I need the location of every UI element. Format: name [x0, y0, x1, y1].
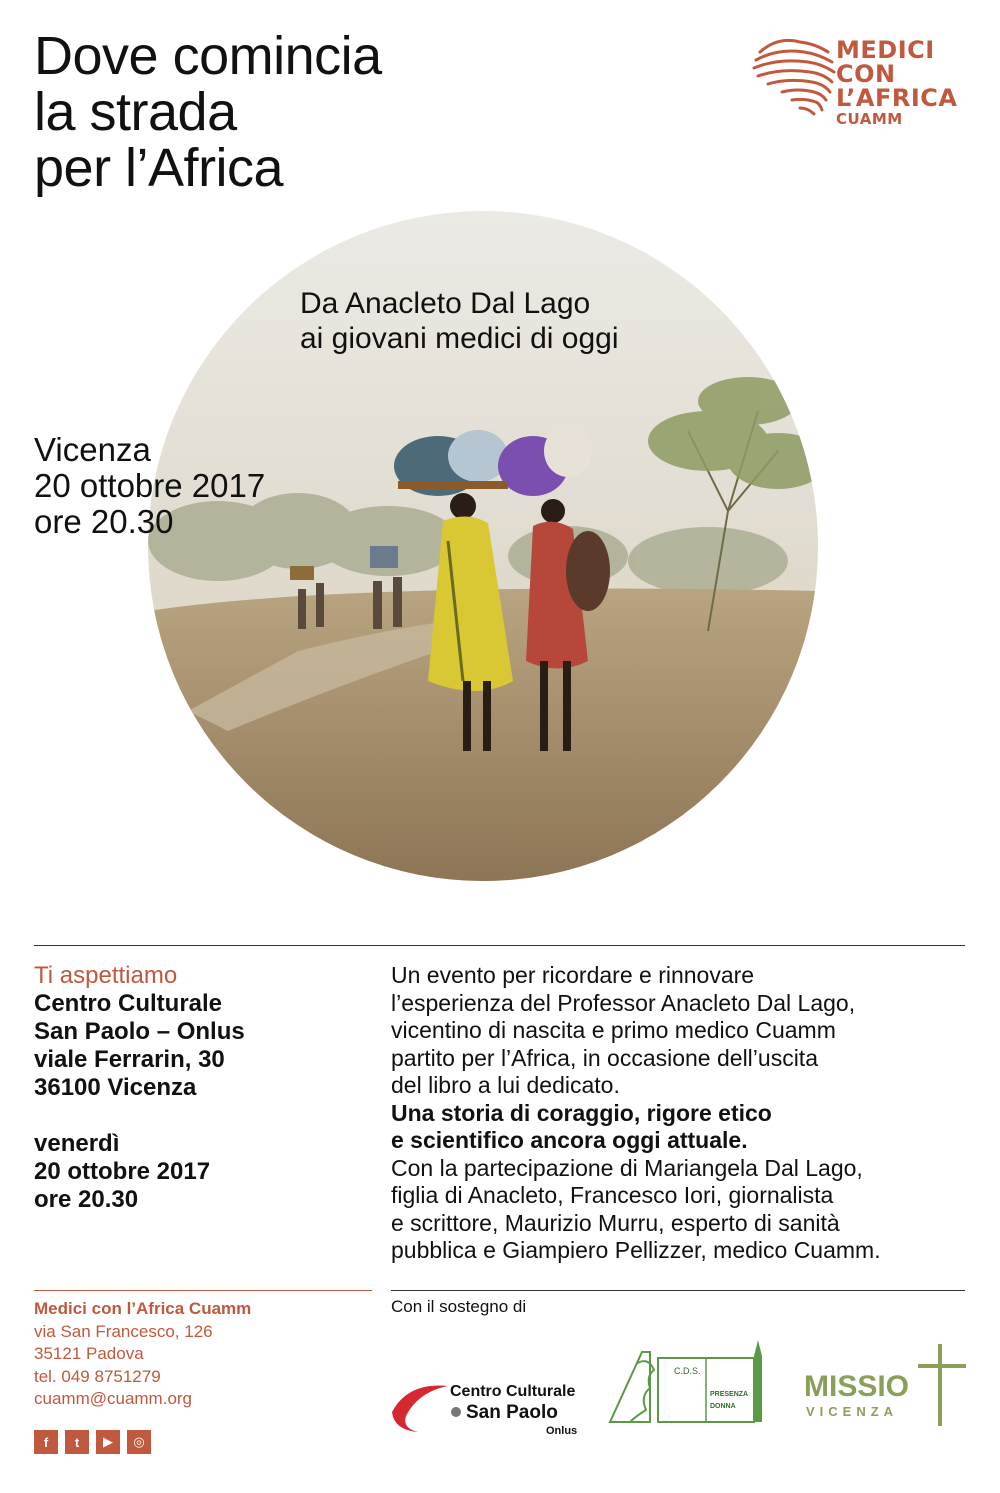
facebook-icon[interactable]: f — [34, 1430, 58, 1454]
organizer-name: Medici con l’Africa Cuamm — [34, 1299, 252, 1318]
highlight-line: e scientifico ancora oggi attuale. — [391, 1127, 748, 1153]
date-line: 20 ottobre 2017 — [34, 1158, 211, 1185]
title-line: per l’Africa — [34, 138, 284, 198]
description-line: del libro a lui dedicato. — [391, 1072, 620, 1098]
cds-line: PRESENZA — [710, 1391, 749, 1398]
event-subtitle — [300, 286, 619, 356]
cds-line: C.D.S. — [674, 1366, 701, 1376]
phone-line[interactable]: tel. 049 8751279 — [34, 1366, 161, 1386]
when-city: Vicenza — [34, 431, 151, 468]
venue-line: viale Ferrarin, 30 — [34, 1046, 225, 1073]
cds-line: DONNA — [710, 1403, 736, 1410]
title-line: Dove comincia — [34, 26, 382, 86]
sanpaolo-line: San Paolo — [466, 1402, 558, 1423]
venue-line: Centro Culturale — [34, 990, 223, 1017]
email-link[interactable]: cuamm@cuamm.org — [34, 1389, 193, 1408]
venue-line: 36100 Vicenza — [34, 1074, 197, 1101]
date-line: ore 20.30 — [34, 1186, 139, 1213]
participants-line: Con la partecipazione di Mariangela Dal Lago, — [391, 1154, 863, 1181]
youtube-icon[interactable]: ▶ — [96, 1430, 120, 1454]
participants-line: pubblica e Giampiero Pellizzer, medico Cuamm. — [391, 1237, 881, 1263]
missio-line: MISSIO — [804, 1370, 910, 1403]
organizer-contacts — [34, 1298, 251, 1411]
venue-line: San Paolo – Onlus — [34, 1018, 245, 1045]
missio-line: VICENZA — [806, 1404, 899, 1419]
sanpaolo-line: Centro Culturale — [450, 1383, 576, 1400]
description-line: vicentino di nascita e primo medico Cuamm — [391, 1017, 836, 1043]
description-line: Un evento per ricordare e rinnovare — [391, 962, 755, 988]
venue-info — [34, 962, 245, 1214]
participants-line: figlia di Anacleto, Francesco Iori, giornalista — [391, 1182, 834, 1208]
city-line: 35121 Padova — [34, 1344, 144, 1363]
logo-line: CUAMM — [836, 110, 903, 128]
divider — [34, 945, 965, 946]
social-links — [34, 1430, 151, 1454]
support-label: Con il sostegno di — [391, 1297, 527, 1316]
twitter-icon[interactable]: t — [65, 1430, 89, 1454]
subtitle-line: ai giovani medici di oggi — [300, 322, 619, 355]
instagram-icon[interactable]: ◎ — [127, 1430, 151, 1454]
subtitle-line: Da Anacleto Dal Lago — [300, 287, 591, 320]
centro-culturale-san-paolo-logo — [388, 1372, 592, 1436]
when-time: ore 20.30 — [34, 503, 174, 540]
cds-presenza-donna-logo — [606, 1336, 768, 1428]
address-line: via San Francesco, 126 — [34, 1321, 213, 1341]
event-description — [391, 962, 971, 1265]
highlight-line: Una storia di coraggio, rigore etico — [391, 1099, 772, 1126]
poster-title — [34, 28, 382, 196]
participants-line: e scrittore, Maurizio Murru, esperto di sanità — [391, 1209, 840, 1236]
title-line: la strada — [34, 82, 237, 142]
when-date: 20 ottobre 2017 — [34, 467, 266, 504]
event-when — [34, 432, 265, 540]
missio-vicenza-logo — [800, 1340, 970, 1430]
logo-line: CON L’AFRICA — [836, 60, 958, 112]
description-line: l’esperienza del Professor Anacleto Dal Lago, — [391, 989, 856, 1016]
venue-heading: Ti aspettiamo — [34, 962, 178, 989]
sanpaolo-line: Onlus — [546, 1425, 578, 1436]
divider — [34, 1290, 372, 1291]
description-line: partito per l’Africa, in occasione dell’uscita — [391, 1044, 818, 1071]
cuamm-logo-text — [836, 38, 1000, 128]
logo-line: MEDICI — [836, 36, 935, 64]
date-line: venerdì — [34, 1130, 120, 1157]
divider — [391, 1290, 965, 1291]
